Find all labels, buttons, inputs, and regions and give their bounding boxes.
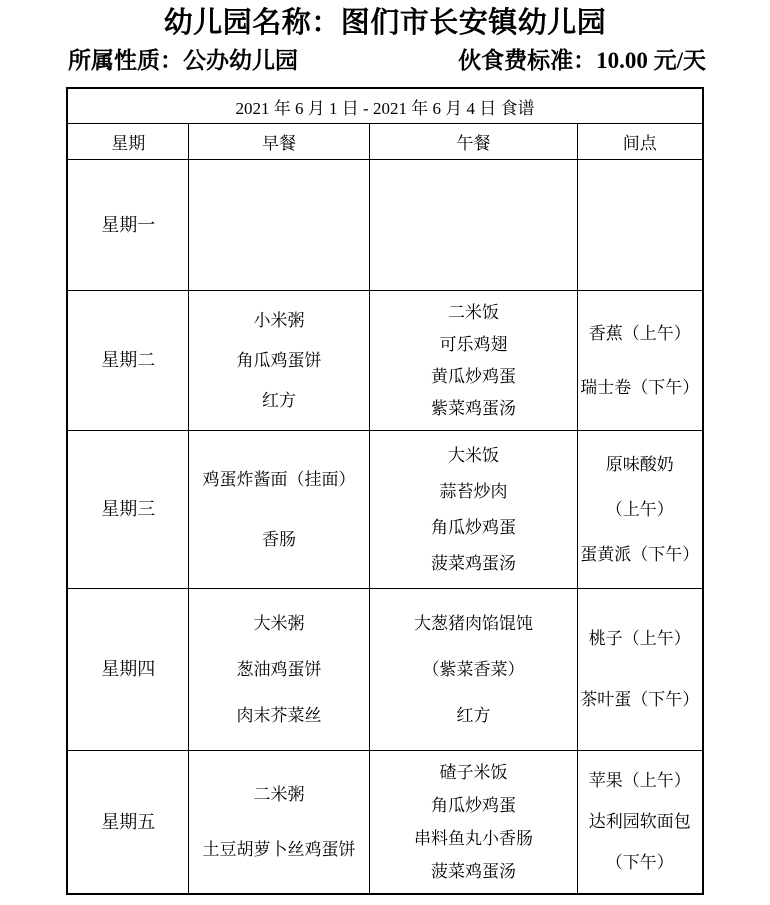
dish-item: 苹果（上午）: [588, 771, 691, 791]
dish-item: 原味酸奶: [605, 455, 674, 475]
lunch-cell: [369, 431, 577, 589]
table-row: [67, 589, 702, 751]
breakfast-cell-content: [189, 751, 369, 893]
lunch-cell-content: [370, 431, 577, 588]
day-cell-content: [68, 431, 188, 588]
table-caption: 2021 年 6 月 1 日 - 2021 年 6 月 4 日 食谱: [67, 88, 702, 124]
snack-cell: [577, 291, 702, 431]
day-cell: [67, 160, 188, 291]
page-title: 幼儿园名称：图们市长安镇幼儿园: [163, 7, 607, 39]
dish-item: 蒜苔炒肉: [439, 481, 508, 501]
day-cell: [67, 751, 188, 895]
day-label: 星期一: [101, 214, 156, 235]
dish-item: 紫菜鸡蛋汤: [430, 399, 516, 419]
column-header-day: 星期: [67, 124, 188, 160]
dish-item: 黄瓜炒鸡蛋: [430, 366, 516, 386]
table-row: [67, 431, 702, 589]
ownership-label: 所属性质：公办幼儿园: [68, 47, 298, 73]
day-label: 星期三: [101, 499, 156, 520]
snack-cell: [577, 589, 702, 751]
dish-item: 角瓜炒鸡蛋: [430, 517, 516, 537]
dish-item: 肉末芥菜丝: [236, 705, 322, 725]
dish-item: 碴子米饭: [439, 763, 508, 783]
day-cell: [67, 291, 188, 431]
day-cell-content: [68, 160, 188, 290]
dish-item: 蛋黄派（下午）: [580, 544, 700, 564]
dish-item: 可乐鸡翅: [439, 334, 508, 354]
dish-item: 达利园软面包: [588, 812, 691, 832]
day-cell-content: [68, 751, 188, 893]
dish-item: 串料鱼丸小香肠: [413, 828, 533, 848]
snack-cell-content: [578, 751, 702, 893]
dish-item: （下午）: [605, 853, 674, 873]
day-cell-content: [68, 291, 188, 430]
breakfast-cell: [188, 751, 369, 895]
dish-item: 香蕉（上午）: [588, 323, 691, 343]
table-caption-row: [67, 88, 702, 124]
day-label: 星期五: [101, 811, 156, 832]
dish-item: 菠菜鸡蛋汤: [430, 553, 516, 573]
lunch-cell: [369, 160, 577, 291]
dish-item: 角瓜炒鸡蛋: [430, 795, 516, 815]
breakfast-cell-content: [189, 160, 369, 290]
dish-item: 鸡蛋炸酱面（挂面）: [202, 469, 356, 489]
dish-item: 茶叶蛋（下午）: [580, 690, 700, 710]
snack-cell: [577, 160, 702, 291]
dish-item: （紫菜香菜）: [422, 659, 525, 679]
menu-table: [66, 87, 703, 895]
day-label: 星期二: [101, 350, 156, 371]
column-header-lunch: 午餐: [369, 124, 577, 160]
table-row: [67, 751, 702, 895]
dish-item: 二米饭: [447, 302, 499, 322]
snack-cell: [577, 751, 702, 895]
day-cell-content: [68, 589, 188, 750]
dish-item: 菠菜鸡蛋汤: [430, 861, 516, 881]
day-cell: [67, 589, 188, 751]
breakfast-cell: [188, 431, 369, 589]
table-header-row: [67, 124, 702, 160]
snack-cell-content: [578, 431, 702, 588]
lunch-cell: [369, 589, 577, 751]
lunch-cell-content: [370, 160, 577, 290]
snack-cell: [577, 431, 702, 589]
snack-cell-content: [578, 160, 702, 290]
lunch-cell: [369, 751, 577, 895]
dish-item: 二米粥: [253, 784, 305, 804]
breakfast-cell: [188, 160, 369, 291]
lunch-cell-content: [370, 291, 577, 430]
dish-item: 瑞士卷（下午）: [580, 377, 700, 397]
dish-item: 大葱猪肉馅馄饨: [413, 614, 533, 634]
dish-item: 香肠: [261, 529, 296, 549]
lunch-cell-content: [370, 589, 577, 750]
dish-item: （上午）: [605, 499, 674, 519]
snack-cell-content: [578, 589, 702, 750]
dish-item: 大米饭: [447, 446, 499, 466]
table-row: [67, 291, 702, 431]
snack-cell-content: [578, 291, 702, 430]
breakfast-cell-content: [189, 291, 369, 430]
column-header-breakfast: 早餐: [188, 124, 369, 160]
day-label: 星期四: [101, 659, 156, 680]
menu-table-body: [67, 160, 702, 895]
dish-item: 红方: [456, 705, 491, 725]
dish-item: 大米粥: [253, 614, 305, 634]
info-line: [0, 41, 770, 75]
lunch-cell-content: [370, 751, 577, 893]
dish-item: 桃子（上午）: [588, 629, 691, 649]
breakfast-cell-content: [189, 431, 369, 588]
column-header-snack: 间点: [577, 124, 702, 160]
breakfast-cell-content: [189, 589, 369, 750]
breakfast-cell: [188, 291, 369, 431]
fee-standard-label: 伙食费标准：10.00 元/天: [458, 47, 706, 73]
table-row: [67, 160, 702, 291]
breakfast-cell: [188, 589, 369, 751]
dish-item: 葱油鸡蛋饼: [236, 659, 322, 679]
dish-item: 土豆胡萝卜丝鸡蛋饼: [202, 839, 356, 859]
lunch-cell: [369, 291, 577, 431]
day-cell: [67, 431, 188, 589]
dish-item: 小米粥: [253, 310, 305, 330]
dish-item: 角瓜鸡蛋饼: [236, 350, 322, 370]
dish-item: 红方: [261, 391, 296, 411]
